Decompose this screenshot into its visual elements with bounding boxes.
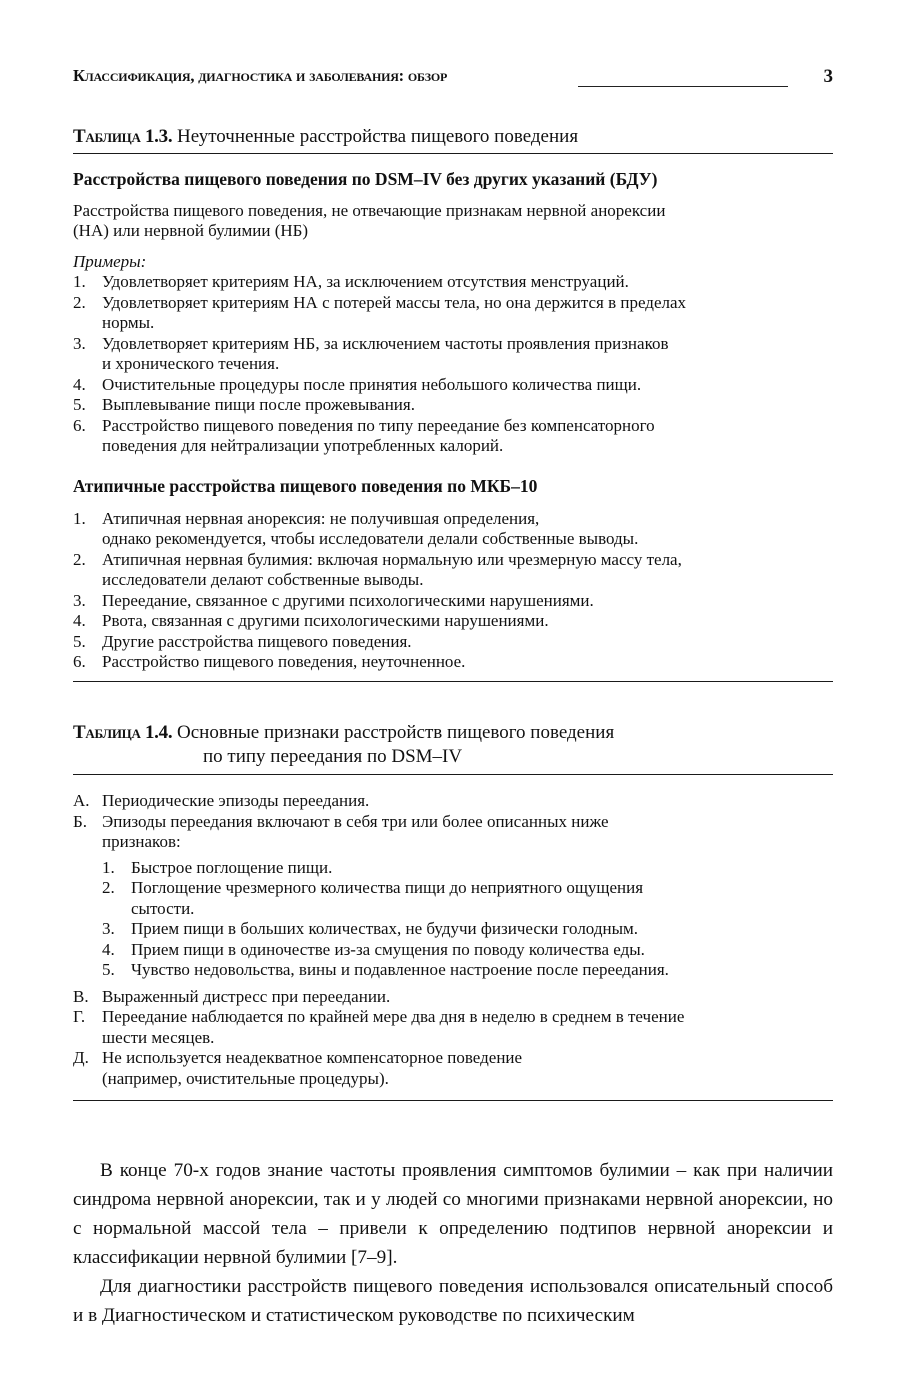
list-item: 5. Выплевывание пищи после прожевывания. bbox=[73, 395, 415, 414]
table-title-line: Основные признаки расстройств пищевого поведения bbox=[177, 722, 615, 743]
chapter-title: Классификация, диагностика и заболевания: обзор bbox=[73, 66, 448, 85]
criteria-list bbox=[73, 791, 833, 853]
list-item: 2. Атипичная нервная булимия: включая нормальную или чрезмерную массу тела, исследователи делают собственные выводы. bbox=[73, 549, 682, 589]
list-item: 3. Удовлетворяет критериям НБ, за исключением частоты проявления признаков и хронического течения. bbox=[73, 333, 669, 373]
list-item: 1. Удовлетворяет критериям НА, за исключением отсутствия менструаций. bbox=[73, 272, 629, 291]
sub-criteria-list bbox=[102, 858, 833, 981]
list-item: А. Периодические эпизоды переедания. bbox=[73, 791, 370, 810]
section-heading: Атипичные расстройства пищевого поведения по МКБ–10 bbox=[73, 476, 538, 496]
list-item: Б. Эпизоды переедания включают в себя три или более описанных ниже признаков: bbox=[73, 811, 609, 851]
list-item: 4. Рвота, связанная с другими психологическими нарушениями. bbox=[73, 611, 549, 630]
section-description bbox=[73, 201, 833, 242]
list-item: В. Выраженный дистресс при переедании. bbox=[73, 986, 391, 1006]
running-head-rule bbox=[578, 86, 788, 88]
list-item: 3. Переедание, связанное с другими психологическими нарушениями. bbox=[73, 590, 594, 610]
running-head bbox=[73, 66, 833, 92]
list-item: 4. Очистительные процедуры после принятия небольшого количества пищи. bbox=[73, 374, 642, 394]
list-item: Г. Переедание наблюдается по крайней мере два дня в неделю в среднем в течение шести месяцев. bbox=[73, 1007, 685, 1047]
table-1-4-caption bbox=[73, 721, 615, 767]
list-item: 2. Поглощение чрезмерного количества пищи до неприятного ощущения сытости. bbox=[102, 878, 644, 918]
table-title: Неуточненные расстройства пищевого поведения bbox=[177, 126, 579, 147]
list-item: 6. Расстройство пищевого поведения, неуточненное. bbox=[73, 652, 466, 671]
table-bottom-rule bbox=[73, 1100, 833, 1101]
table-label: Таблица 1.3. bbox=[73, 126, 173, 147]
table-1-4-body bbox=[73, 791, 833, 1089]
table-1-3-section-dsm bbox=[73, 169, 833, 457]
examples-list bbox=[73, 272, 833, 457]
list-item: 6. Расстройство пищевого поведения по типу переедание без компенсаторного поведения для нейтрализации употребленных калорий. bbox=[73, 415, 655, 455]
table-label: Таблица 1.4. bbox=[73, 722, 173, 743]
table-1-3-section-icd bbox=[73, 476, 833, 673]
paragraph: В конце 70-х годов знание частоты проявления симптомов булимии – как при наличии синдрома нервной анорексии, так и у людей со многими признаками нервной анорексии, но с нормальной массой тела – привели к определению подтипов нервной анорексии и классификации нервной булимии [7–9]. bbox=[73, 1160, 833, 1268]
sub-criteria bbox=[73, 858, 833, 981]
list-item: 5. Чувство недовольства, вины и подавленное настроение после переедания. bbox=[102, 960, 669, 979]
table-top-rule bbox=[73, 153, 833, 154]
section-heading: Расстройства пищевого поведения по DSM–IV без других указаний (БДУ) bbox=[73, 169, 658, 189]
criteria-list-continued bbox=[73, 987, 833, 1090]
page-number: 3 bbox=[823, 66, 833, 87]
table-title-line: по типу переедания по DSM–IV bbox=[203, 746, 463, 767]
description-line: Расстройства пищевого поведения, не отвечающие признакам нервной анорексии bbox=[73, 200, 666, 220]
list-item: 2. Удовлетворяет критериям НА с потерей массы тела, но она держится в пределах нормы. bbox=[73, 292, 687, 332]
examples-label: Примеры: bbox=[73, 251, 147, 271]
list-item: 5. Другие расстройства пищевого поведения. bbox=[73, 631, 412, 651]
table-1-3-caption bbox=[73, 125, 578, 149]
paragraph: Для диагностики расстройств пищевого поведения использовался описательный способ и в Диагностическом и статистическом руководстве по психическим bbox=[73, 1276, 833, 1326]
description-line: (НА) или нервной булимии (НБ) bbox=[73, 221, 309, 240]
list-item: 1. Быстрое поглощение пищи. bbox=[102, 857, 333, 877]
list-item: Д. Не используется неадекватное компенсаторное поведение (например, очистительные процедуры). bbox=[73, 1048, 523, 1088]
icd-list bbox=[73, 509, 833, 673]
list-item: 3. Прием пищи в больших количествах, не будучи физически голодным. bbox=[102, 919, 638, 938]
body-text bbox=[73, 1156, 833, 1330]
table-bottom-rule bbox=[73, 681, 833, 682]
list-item: 4. Прием пищи в одиночестве из-за смущения по поводу количества еды. bbox=[102, 939, 645, 959]
list-item: 1. Атипичная нервная анорексия: не получившая определения, однако рекомендуется, чтобы исследователи делали собственные выводы. bbox=[73, 508, 639, 548]
table-top-rule bbox=[73, 774, 833, 775]
